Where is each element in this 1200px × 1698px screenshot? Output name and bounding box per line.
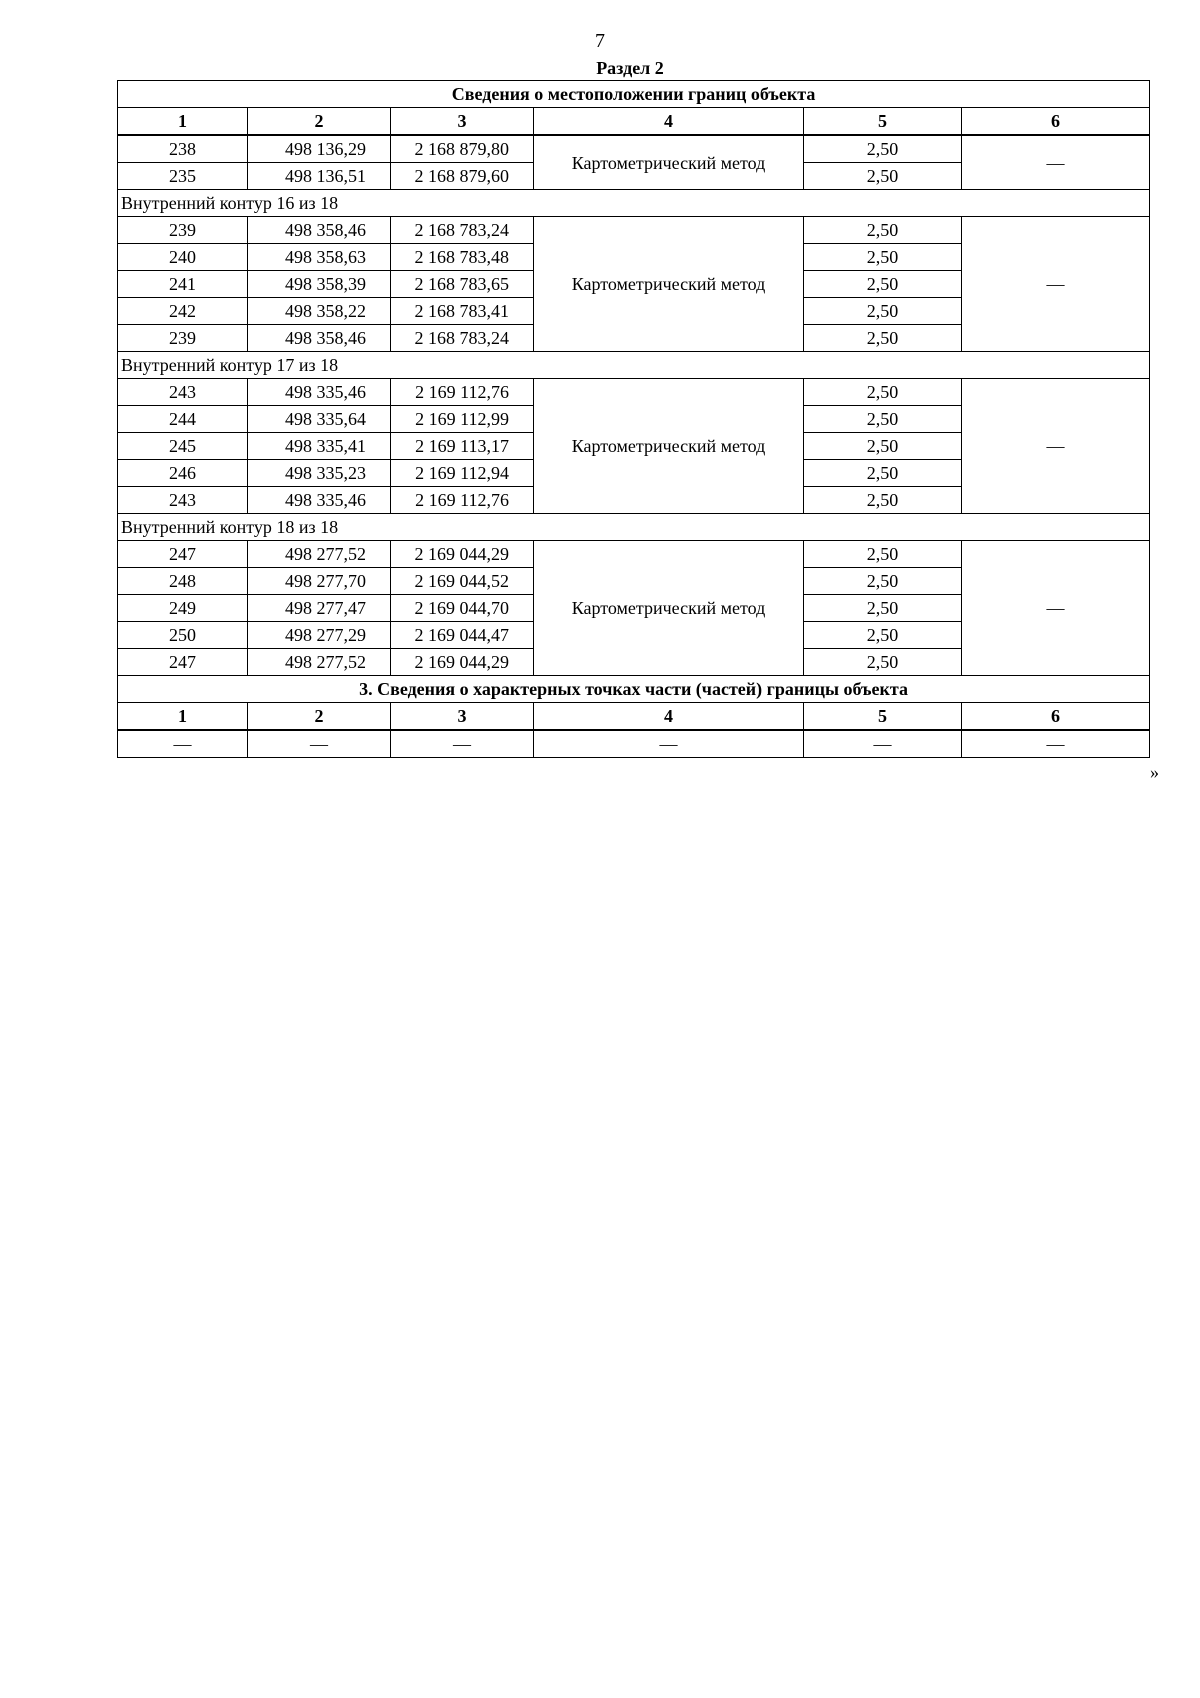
accuracy: 2,50 (804, 217, 962, 244)
description-cell: — (962, 379, 1150, 514)
coord-x: 498 277,29 (248, 622, 391, 649)
description-cell: — (962, 135, 1150, 190)
coord-y: 2 169 112,94 (391, 460, 534, 487)
column-header-5: 5 (804, 108, 962, 136)
coord-x: 498 358,46 (248, 217, 391, 244)
method-cell: Картометрический метод (534, 379, 804, 514)
coord-x: 498 335,64 (248, 406, 391, 433)
accuracy: 2,50 (804, 406, 962, 433)
contour-label: Внутренний контур 18 из 18 (118, 514, 1150, 541)
point-number: 242 (118, 298, 248, 325)
point-number: 241 (118, 271, 248, 298)
point-number: 247 (118, 541, 248, 568)
table-row (118, 135, 1150, 163)
accuracy: 2,50 (804, 541, 962, 568)
contour-row (118, 352, 1150, 379)
column-header-1: 1 (118, 108, 248, 136)
coord-y: 2 168 783,48 (391, 244, 534, 271)
accuracy: 2,50 (804, 460, 962, 487)
accuracy: 2,50 (804, 568, 962, 595)
coord-y: 2 169 044,29 (391, 541, 534, 568)
accuracy: 2,50 (804, 622, 962, 649)
coord-y: 2 168 783,41 (391, 298, 534, 325)
accuracy: 2,50 (804, 163, 962, 190)
point-number: 239 (118, 217, 248, 244)
point-number: 240 (118, 244, 248, 271)
column-header-4: 4 (534, 703, 804, 731)
coord-x: 498 358,39 (248, 271, 391, 298)
coord-x: 498 277,70 (248, 568, 391, 595)
coord-y: 2 168 879,80 (391, 135, 534, 163)
coord-y: 2 169 044,52 (391, 568, 534, 595)
column-header-6: 6 (962, 108, 1150, 136)
column-header-row (118, 108, 1150, 136)
coord-x: 498 277,52 (248, 541, 391, 568)
parts-caption-row (118, 676, 1150, 703)
column-header-6: 6 (962, 703, 1150, 731)
parts-column-header-row (118, 703, 1150, 731)
point-number: 243 (118, 379, 248, 406)
accuracy: 2,50 (804, 298, 962, 325)
section-title: Раздел 2 (596, 58, 664, 78)
accuracy: 2,50 (804, 271, 962, 298)
parts-cell: — (962, 730, 1150, 758)
description-cell: — (962, 541, 1150, 676)
parts-row (118, 730, 1150, 758)
coord-x: 498 335,46 (248, 379, 391, 406)
column-header-5: 5 (804, 703, 962, 731)
description-cell: — (962, 217, 1150, 352)
method-cell: Картометрический метод (534, 541, 804, 676)
parts-cell: — (118, 730, 248, 758)
coord-x: 498 358,22 (248, 298, 391, 325)
point-number: 245 (118, 433, 248, 460)
accuracy: 2,50 (804, 487, 962, 514)
boundary-table (117, 80, 1150, 758)
coord-x: 498 358,63 (248, 244, 391, 271)
parts-cell: — (391, 730, 534, 758)
coord-y: 2 169 112,99 (391, 406, 534, 433)
coord-y: 2 169 112,76 (391, 487, 534, 514)
coord-y: 2 168 783,24 (391, 325, 534, 352)
coord-y: 2 169 113,17 (391, 433, 534, 460)
page-number: 7 (595, 30, 605, 52)
accuracy: 2,50 (804, 325, 962, 352)
table-row (118, 217, 1150, 244)
coord-x: 498 136,51 (248, 163, 391, 190)
contour-label: Внутренний контур 17 из 18 (118, 352, 1150, 379)
coord-x: 498 335,46 (248, 487, 391, 514)
point-number: 239 (118, 325, 248, 352)
method-cell: Картометрический метод (534, 135, 804, 190)
column-header-4: 4 (534, 108, 804, 136)
caption-row (118, 81, 1150, 108)
parts-caption: 3. Сведения о характерных точках части (частей) границы объекта (118, 676, 1150, 703)
table-row (118, 541, 1150, 568)
coord-y: 2 169 044,70 (391, 595, 534, 622)
point-number: 246 (118, 460, 248, 487)
column-header-3: 3 (391, 108, 534, 136)
parts-cell: — (534, 730, 804, 758)
coord-y: 2 168 783,24 (391, 217, 534, 244)
accuracy: 2,50 (804, 379, 962, 406)
accuracy: 2,50 (804, 595, 962, 622)
table-caption: Сведения о местоположении границ объекта (118, 81, 1150, 108)
coord-y: 2 169 044,47 (391, 622, 534, 649)
column-header-3: 3 (391, 703, 534, 731)
coord-y: 2 168 783,65 (391, 271, 534, 298)
method-cell: Картометрический метод (534, 217, 804, 352)
coord-y: 2 169 044,29 (391, 649, 534, 676)
parts-cell: — (248, 730, 391, 758)
coord-x: 498 358,46 (248, 325, 391, 352)
coord-x: 498 335,23 (248, 460, 391, 487)
accuracy: 2,50 (804, 135, 962, 163)
column-header-1: 1 (118, 703, 248, 731)
closing-quote: » (1150, 762, 1159, 782)
point-number: 249 (118, 595, 248, 622)
point-number: 235 (118, 163, 248, 190)
contour-row (118, 514, 1150, 541)
coord-x: 498 335,41 (248, 433, 391, 460)
coord-x: 498 277,52 (248, 649, 391, 676)
coord-x: 498 277,47 (248, 595, 391, 622)
contour-label: Внутренний контур 16 из 18 (118, 190, 1150, 217)
point-number: 250 (118, 622, 248, 649)
accuracy: 2,50 (804, 649, 962, 676)
point-number: 248 (118, 568, 248, 595)
point-number: 244 (118, 406, 248, 433)
column-header-2: 2 (248, 108, 391, 136)
table-row (118, 379, 1150, 406)
coord-y: 2 169 112,76 (391, 379, 534, 406)
coord-y: 2 168 879,60 (391, 163, 534, 190)
accuracy: 2,50 (804, 433, 962, 460)
point-number: 247 (118, 649, 248, 676)
accuracy: 2,50 (804, 244, 962, 271)
point-number: 243 (118, 487, 248, 514)
parts-cell: — (804, 730, 962, 758)
coord-x: 498 136,29 (248, 135, 391, 163)
contour-row (118, 190, 1150, 217)
point-number: 238 (118, 135, 248, 163)
column-header-2: 2 (248, 703, 391, 731)
